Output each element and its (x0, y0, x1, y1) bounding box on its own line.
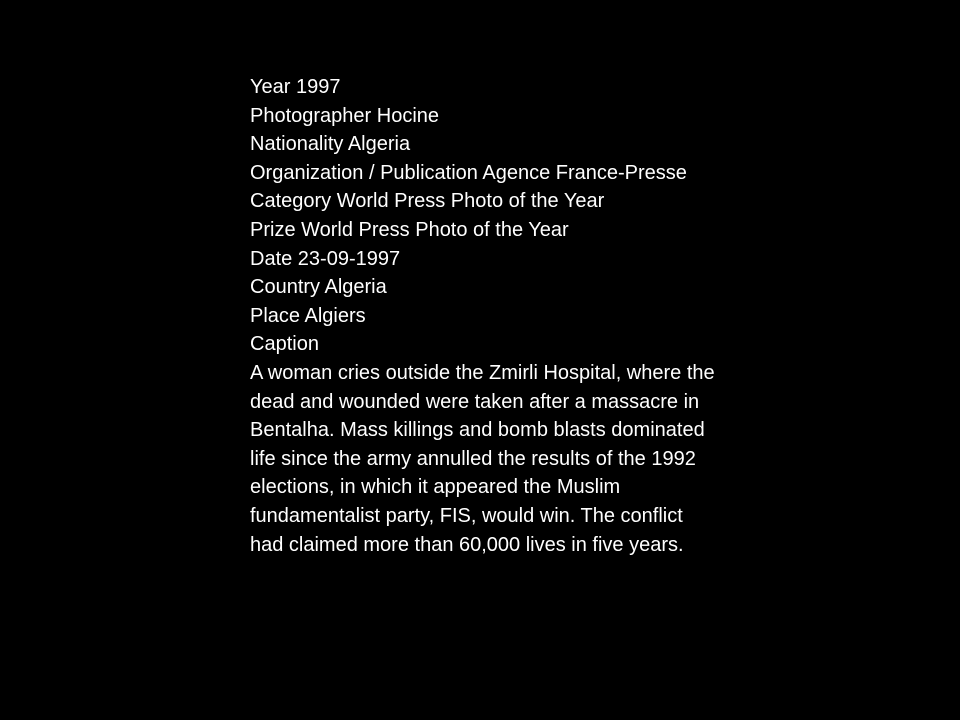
photo-info-block (250, 73, 720, 559)
date-line: Date 23-09-1997 (250, 247, 401, 270)
nationality-line: Nationality Algeria (250, 133, 411, 156)
photographer-line: Photographer Hocine (250, 104, 440, 127)
caption-text: A woman cries outside the Zmirli Hospital, where the dead and wounded were taken after a massacre in Bentalha. Mass killings and bomb blasts dominated life since the army annulled the results of the 1992 elections, in which it appeared the Muslim fundamentalist party, FIS, would win. The conflict had claimed more than 60,000 lives in five years. (250, 361, 715, 556)
year-line: Year 1997 (250, 76, 341, 98)
country-line: Country Algeria (250, 276, 387, 299)
place-line: Place Algiers (250, 304, 366, 327)
category-line: Category World Press Photo of the Year (250, 190, 605, 213)
organization-line: Organization / Publication Agence France-Presse (250, 161, 687, 184)
caption-heading: Caption (250, 333, 319, 356)
prize-line: Prize World Press Photo of the Year (250, 218, 569, 241)
